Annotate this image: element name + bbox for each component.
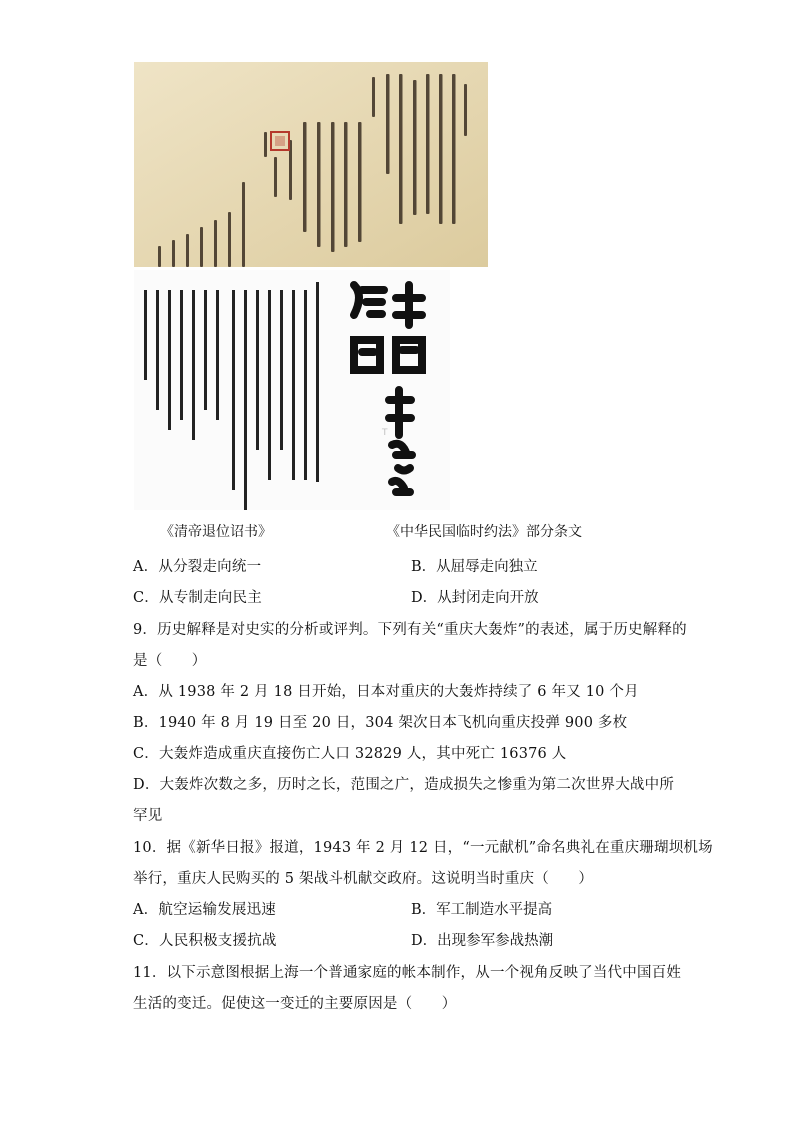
q9-option-d-line2[interactable]: 罕见 <box>133 808 163 824</box>
image-captions <box>0 521 794 545</box>
svg-text:T: T <box>382 428 388 438</box>
q8-option-c[interactable]: C．从专制走向民主 <box>133 590 262 606</box>
caption-provisional-constitution: 《中华民国临时约法》部分条文 <box>386 524 582 540</box>
q10-stem-line2: 举行，重庆人民购买的 5 架战斗机献交政府。这说明当时重庆（ ） <box>133 871 594 887</box>
q9-option-b[interactable]: B．1940 年 8 月 19 日至 20 日，304 架次日本飞机向重庆投弹 900 多枚 <box>133 715 628 731</box>
q9-stem-line2: 是（ ） <box>133 653 207 669</box>
q10-option-c[interactable]: C．人民积极支援抗战 <box>133 933 277 949</box>
q11-stem-line2: 生活的变迁。促使这一变迁的主要原因是（ ） <box>133 996 457 1012</box>
q9-option-c[interactable]: C．大轰炸造成重庆直接伤亡人口 32829 人，其中死亡 16376 人 <box>133 746 567 762</box>
q10-option-b[interactable]: B．军工制造水平提高 <box>411 902 553 918</box>
provisional-constitution-image <box>134 270 450 510</box>
q8-option-b[interactable]: B．从屈辱走向独立 <box>411 559 538 575</box>
q10-option-d[interactable]: D．出现参军参战热潮 <box>411 933 554 949</box>
q10-option-a[interactable]: A．航空运输发展迅速 <box>133 902 276 918</box>
qing-abdication-edict-image <box>134 62 488 267</box>
q8-option-d[interactable]: D．从封闭走向开放 <box>411 590 539 606</box>
q9-option-d-line1[interactable]: D．大轰炸次数之多，历时之长，范围之广，造成损失之惨重为第二次世界大战中所 <box>133 777 675 793</box>
q11-stem-line1: 11．以下示意图根据上海一个普通家庭的帐本制作，从一个视角反映了当代中国百姓 <box>133 965 682 981</box>
q8-option-a[interactable]: A．从分裂走向统一 <box>133 559 262 575</box>
constitution-illustration <box>134 270 450 510</box>
q9-option-a[interactable]: A．从 1938 年 2 月 18 日开始，日本对重庆的大轰炸持续了 6 年又 10 个月 <box>133 684 639 700</box>
q9-stem-line1: 9．历史解释是对史实的分析或评判。下列有关“重庆大轰炸”的表述，属于历史解释的 <box>133 622 687 638</box>
caption-qing-edict: 《清帝退位诏书》 <box>160 524 272 540</box>
q10-stem-line1: 10．据《新华日报》报道，1943 年 2 月 12 日，“一元献机”命名典礼在重庆珊瑚坝机场 <box>133 840 713 856</box>
edict-illustration <box>134 62 488 267</box>
